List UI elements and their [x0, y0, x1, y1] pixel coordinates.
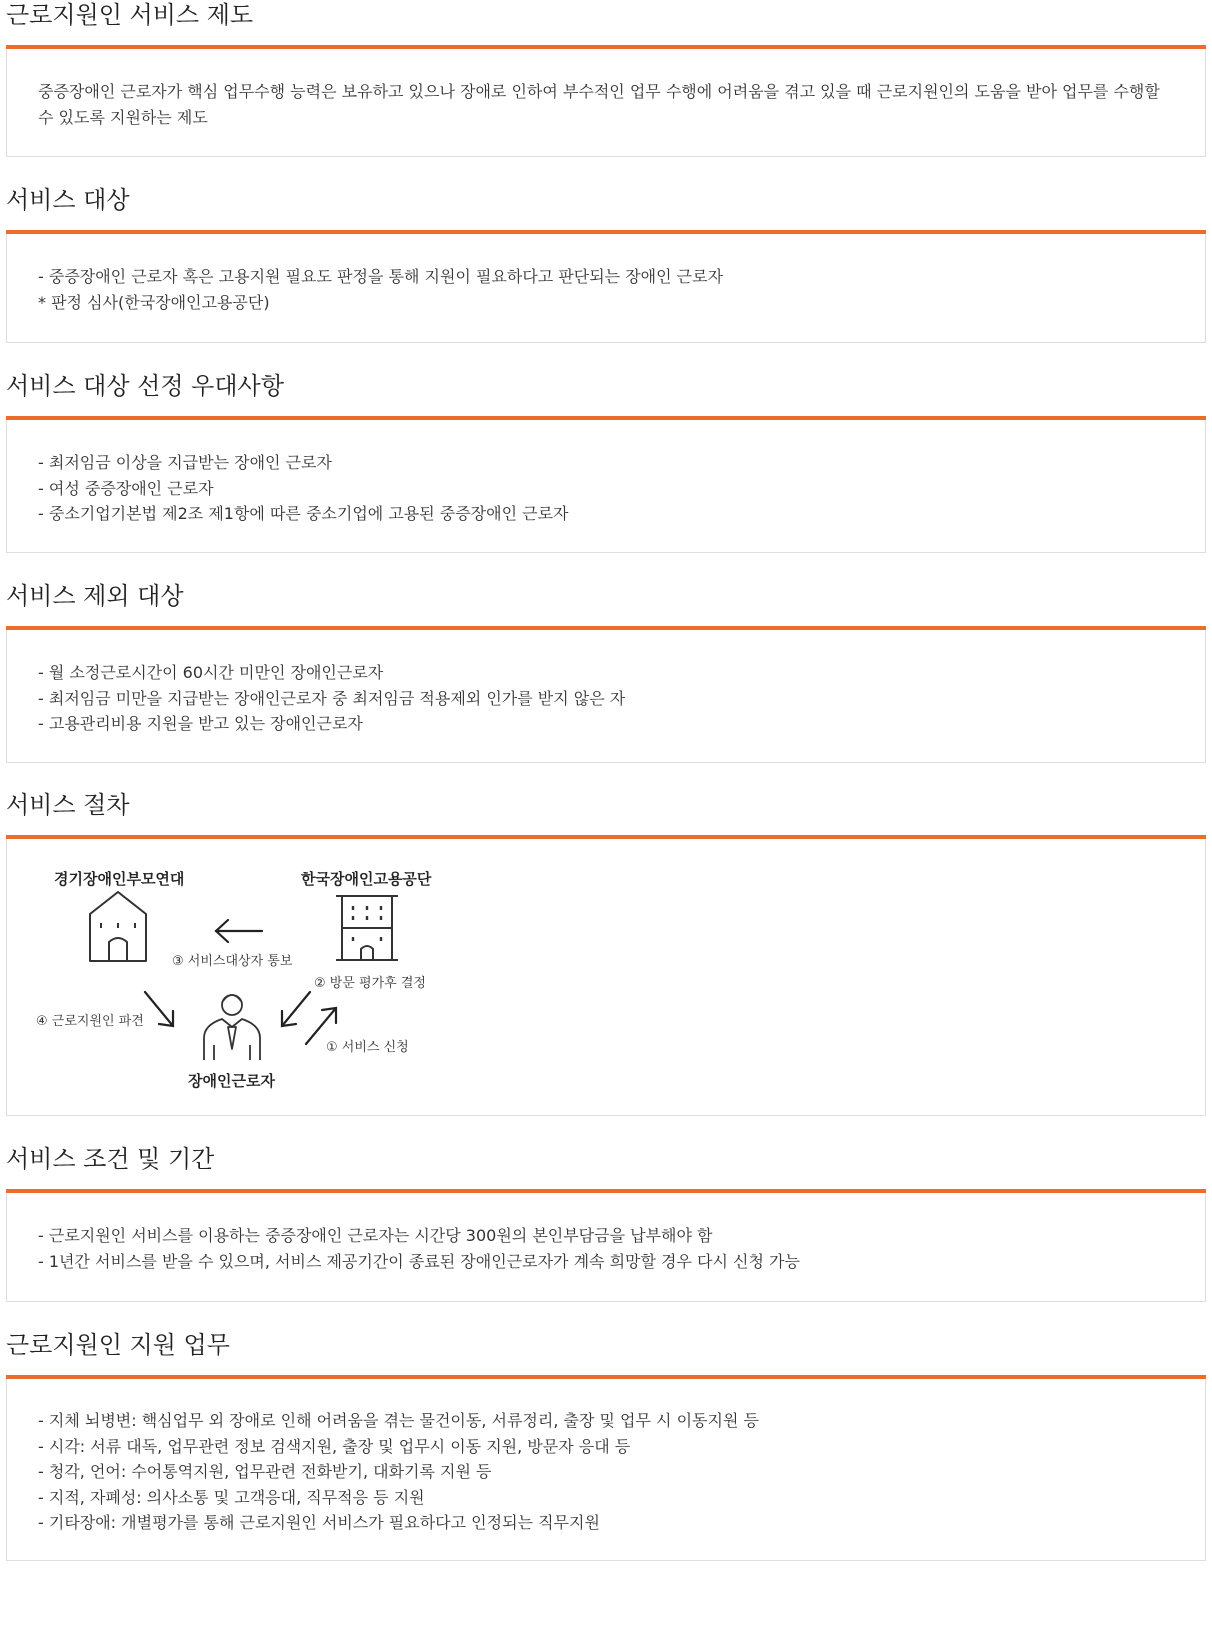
body-line: - 여성 중증장애인 근로자 [38, 478, 214, 498]
step2-label: ② 방문 평가후 결정 [314, 976, 426, 991]
section-body-conditions [38, 1223, 1176, 1274]
body-line: - 1년간 서비스를 받을 수 있으며, 서비스 제공기간이 종료된 장애인근로자가 계속 희망할 경우 다시 신청 가능 [38, 1251, 800, 1271]
body-line: - 중소기업기본법 제2조 제1항에 따른 중소기업에 고용된 중증장애인 근로자 [38, 504, 569, 523]
arrow-up-right-icon [306, 1008, 336, 1044]
body-line: - 최저임금 이상을 지급받는 장애인 근로자 [38, 453, 332, 472]
step3-label: ③ 서비스대상자 통보 [172, 954, 293, 969]
building-icon [336, 896, 398, 960]
arrow-left-icon [216, 920, 262, 942]
section-body-exclusion [38, 660, 1176, 737]
arrow-down-right-icon [145, 992, 173, 1026]
body-line: - 최저임금 미만을 지급받는 장애인근로자 중 최저임금 적용제외 인가를 받지 않은 자 [38, 688, 626, 708]
body-line: - 지체 뇌병변: 핵심업무 외 장애로 인해 어려움을 겪는 물건이동, 서류정리, 출장 및 업무 시 이동지원 등 [38, 1411, 759, 1430]
section-title-exclusion: 서비스 제외 대상 [6, 582, 184, 610]
body-line: - 기타장애: 개별평가를 통해 근로지원인 서비스가 필요하다고 인정되는 직무지원 [38, 1513, 600, 1532]
section-body-duties [38, 1408, 1176, 1536]
section-body-preference [38, 450, 1176, 527]
body-line: - 월 소정근로시간이 60시간 미만인 장애인근로자 [38, 663, 384, 682]
body-line: - 근로지원인 서비스를 이용하는 중증장애인 근로자는 시간당 300원의 본인부담금을 납부해야 함 [38, 1226, 713, 1245]
body-line: - 중증장애인 근로자 혹은 고용지원 필요도 판정을 통해 지원이 필요하다고 판단되는 장애인 근로자 [38, 267, 724, 286]
body-line: 중증장애인 근로자가 핵심 업무수행 능력은 보유하고 있으나 장애로 인하여 부수적인 업무 수행에 어려움을 겪고 있을 때 근로지원인의 도움을 받아 업무를 수행할 수 있도록 지원하는 제도 [38, 82, 1160, 127]
section-title-duties: 근로지원인 지원 업무 [6, 1331, 230, 1359]
body-line: - 고용관리비용 지원을 받고 있는 장애인근로자 [38, 714, 363, 733]
body-line: * 판정 심사(한국장애인고용공단) [38, 292, 270, 312]
arrow-down-left-icon [282, 992, 310, 1026]
org-left-label: 경기장애인부모연대 [54, 870, 185, 888]
person-label: 장애인근로자 [188, 1072, 275, 1090]
section-body-system [38, 79, 1176, 130]
section-title-preference: 서비스 대상 선정 우대사항 [6, 372, 284, 400]
step1-label: ① 서비스 신청 [326, 1040, 409, 1055]
house-icon [90, 892, 146, 961]
section-title-system: 근로지원인 서비스 제도 [6, 1, 254, 29]
org-right-label: 한국장애인고용공단 [301, 870, 432, 888]
section-title-target: 서비스 대상 [6, 186, 130, 214]
body-line: - 지적, 자폐성: 의사소통 및 고객응대, 직무적응 등 지원 [38, 1487, 425, 1507]
step4-label: ④ 근로지원인 파견 [36, 1014, 144, 1029]
section-title-conditions: 서비스 조건 및 기간 [6, 1145, 215, 1173]
section-title-procedure: 서비스 절차 [6, 791, 130, 819]
procedure-diagram [0, 839, 460, 1109]
body-line: - 시각: 서류 대독, 업무관련 정보 검색지원, 출장 및 업무시 이동 지원, 방문자 응대 등 [38, 1436, 631, 1456]
person-icon [204, 995, 260, 1060]
section-body-target [38, 264, 1176, 315]
body-line: - 청각, 언어: 수어통역지원, 업무관련 전화받기, 대화기록 지원 등 [38, 1462, 492, 1481]
